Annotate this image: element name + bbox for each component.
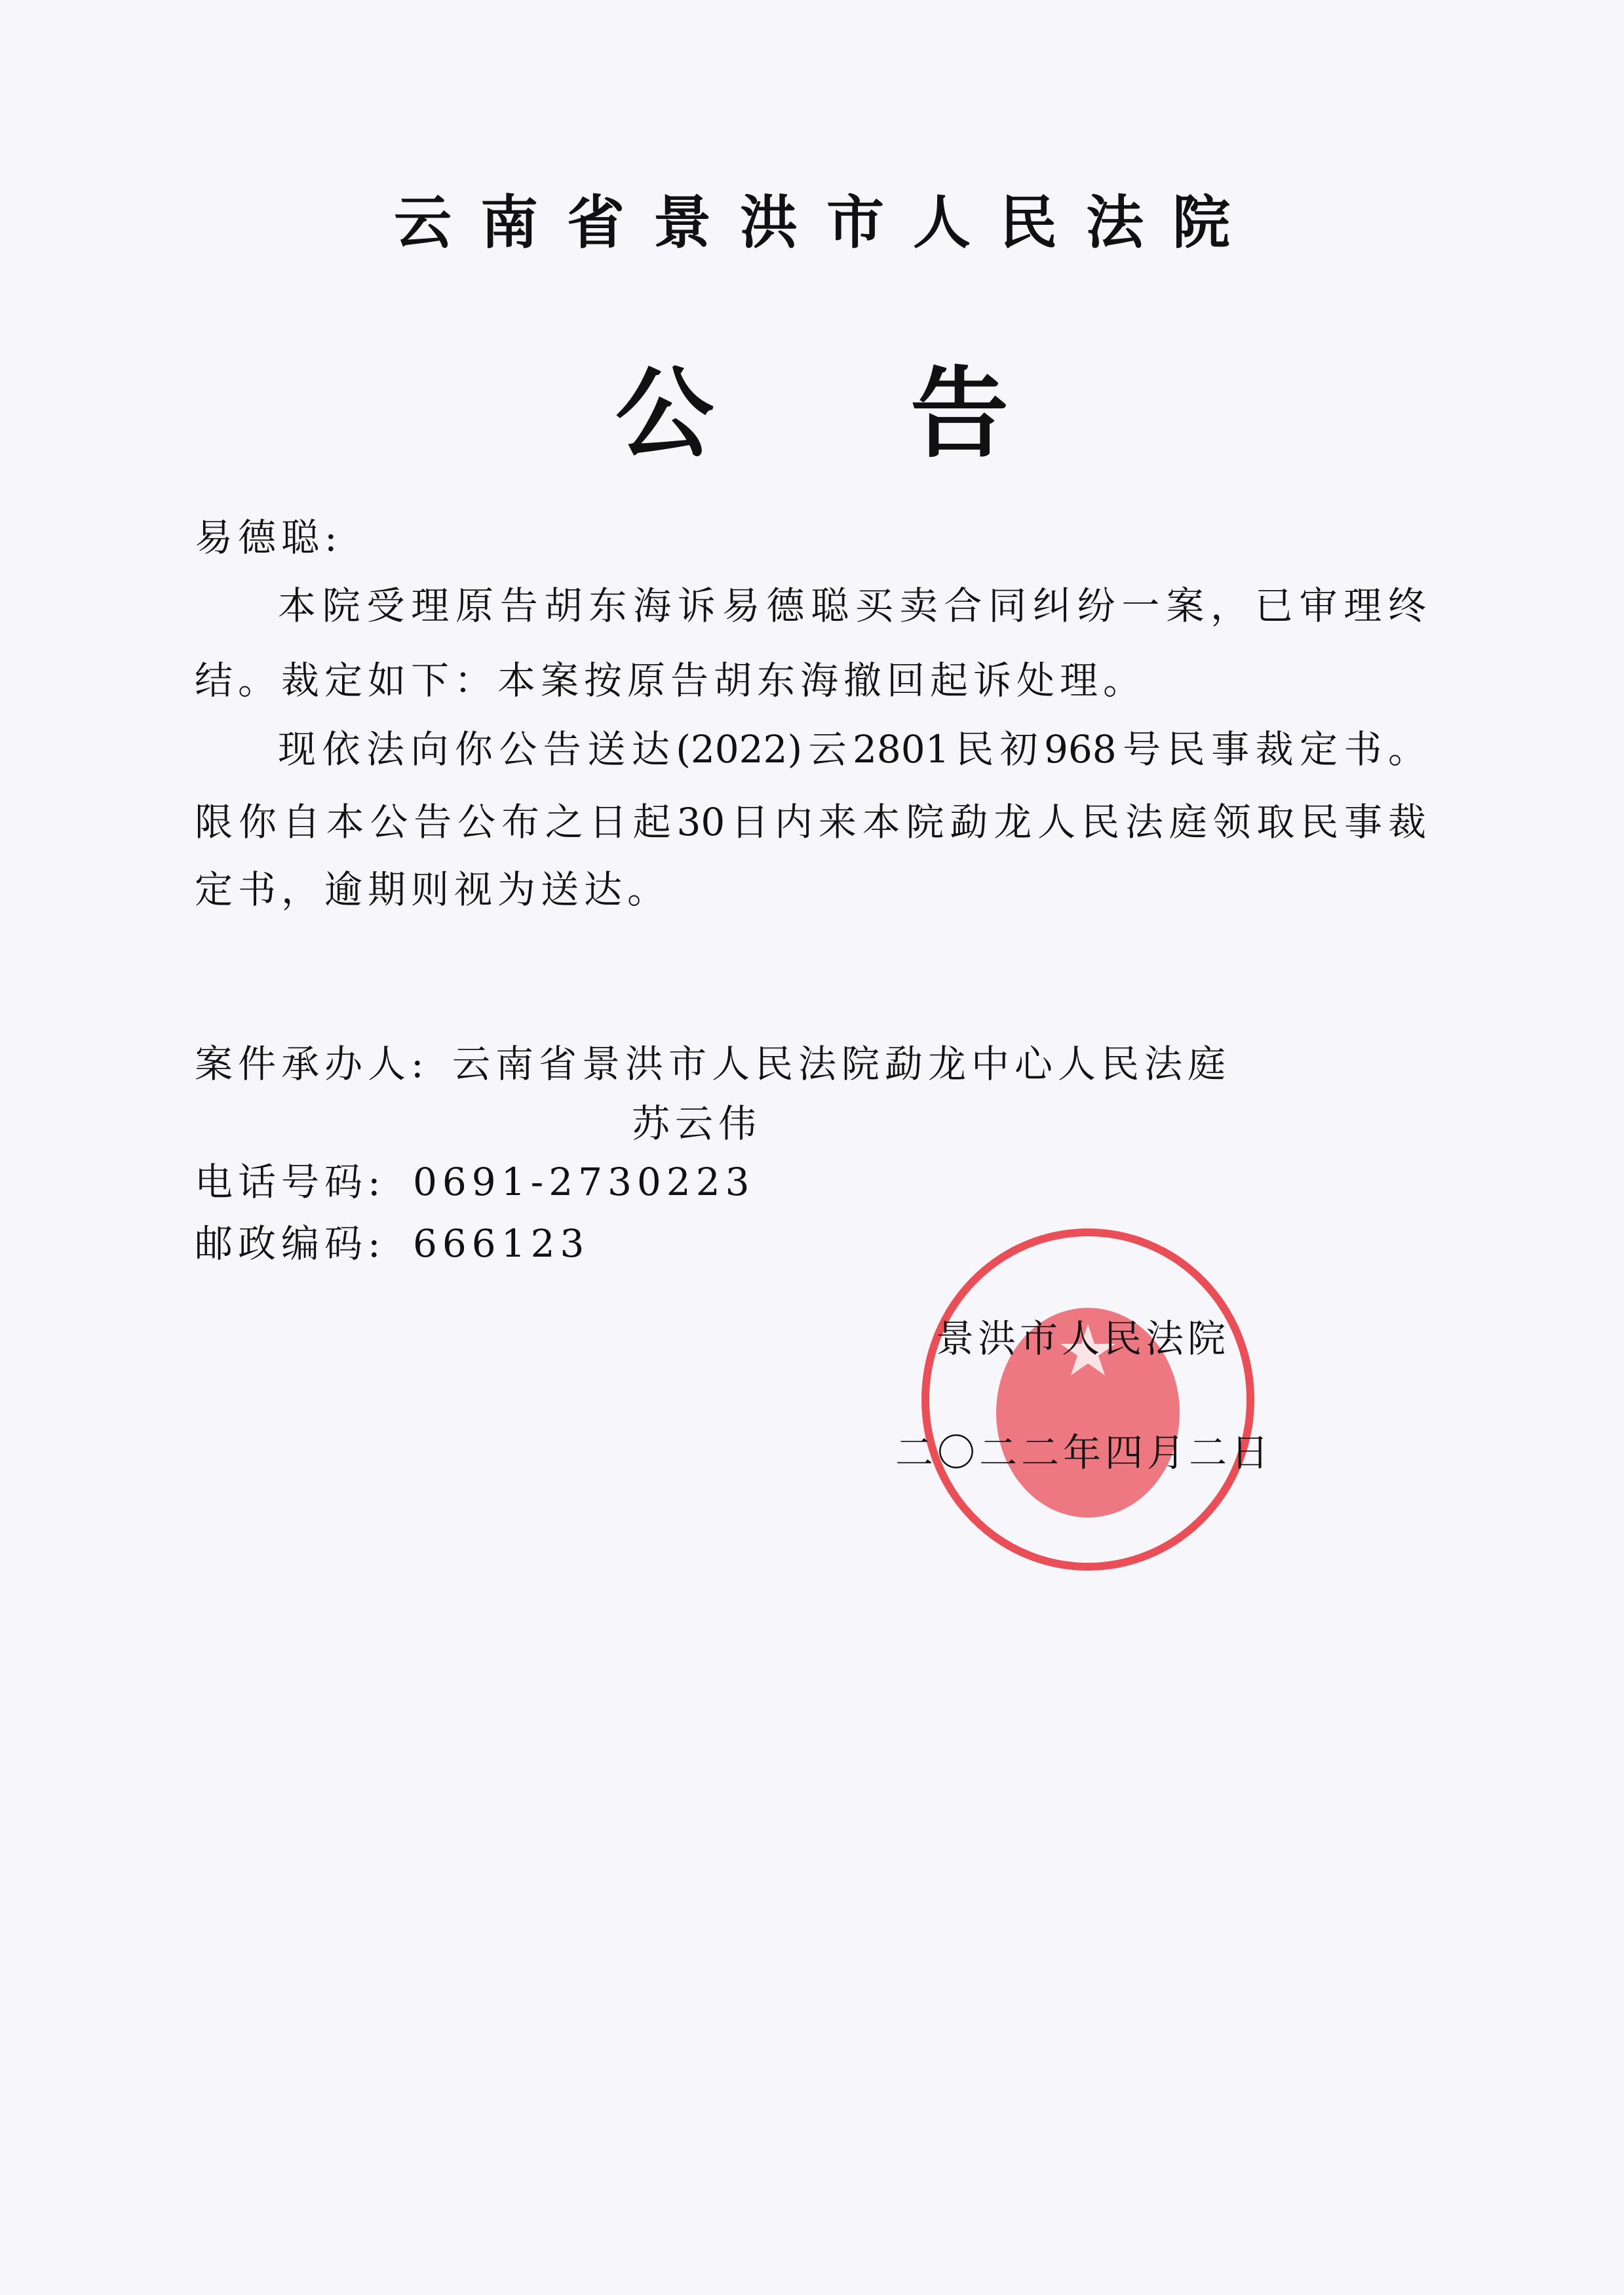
phone-label: 电话号码: [195, 1160, 386, 1204]
paragraph-2-line-3: 定书，逾期则视为送达。 [195, 867, 671, 912]
paragraph-1-line-2: 结。裁定如下：本案按原告胡东海撤回起诉处理。 [195, 658, 1147, 703]
handler-label: 案件承办人: [195, 1042, 429, 1086]
court-name: 云南省景洪市人民法院 [393, 188, 1259, 256]
handler-name: 苏云伟 [632, 1101, 762, 1146]
notice-title [0, 334, 1624, 476]
notice-title-left: 公 [615, 356, 714, 471]
phone-number: 0691-2730223 [413, 1160, 755, 1204]
court-seal-icon [918, 1226, 1258, 1573]
notice-title-right: 告 [910, 356, 1009, 471]
paragraph-1-line-1: 本院受理原告胡东海诉易德聪买卖合同纠纷一案，已审理终 [278, 583, 1426, 628]
postal-label: 邮政编码: [195, 1221, 386, 1266]
paragraph-2-line-2: 限你自本公告公布之日起30日内来本院勐龙人民法庭领取民事裁 [195, 800, 1426, 844]
postal-code: 666123 [413, 1221, 590, 1266]
signature-date: 二〇二二年四月二日 [895, 1430, 1273, 1475]
handler-unit: 云南省景洪市人民法院勐龙中心人民法庭 [452, 1042, 1231, 1086]
signature-court: 景洪市人民法院 [936, 1316, 1230, 1361]
paragraph-2-line-1: 现依法向你公告送达(2022)云2801民初968号民事裁定书。 [278, 727, 1426, 772]
addressee: 易德聪: [195, 515, 343, 560]
